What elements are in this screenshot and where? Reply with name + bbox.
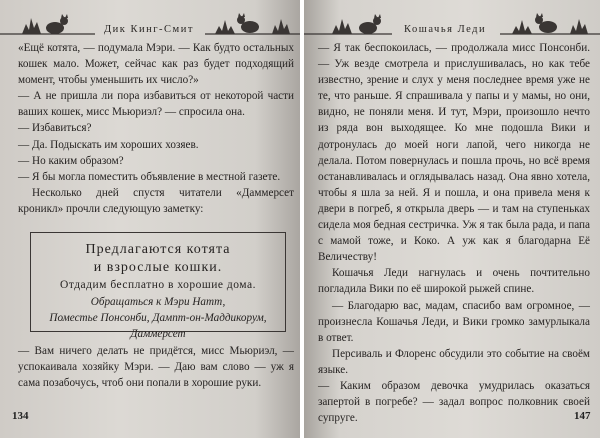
paragraph: — Я так беспокоилась, — продолжала мисс Понсонби. — Уж везде смотрела и прислушивалась, но как тебе известно, зрение и слух у меня последнее время уже не те, что раньше. Я спрашивала у папы и у мамы, но они, видно, не поняли меня. И тут, Мэри, произошло нечто из ряда вон выходящее. Ко мне подошла Вики и дотронулась до моей ноги лапой, чего никогда не делала. Потом повернулась и пошла прочь, но всё время останавливалась и оглядывалась назад. Она явно хотела, чтобы я шла за ней. Я и пошла, и она привела меня к двери в погреб, я открыла дверь — и там на ступеньках сидела моя бедная сестричка. Уж я так была рада, и папа с мамой тоже, и Коко. А уж как я благодарна Её Величеству!: [318, 42, 590, 264]
running-title: Дик Кинг-Смит: [104, 24, 194, 35]
paragraph: — Благодарю вас, мадам, спасибо вам огромное, — произнесла Кошачья Леди, и Вики громко замурлыкала в ответ.: [318, 299, 590, 344]
notice-contact: Обращаться к Мэри Натт,: [90, 296, 226, 308]
page-number: 134: [12, 410, 29, 422]
notice-line: Отдадим бесплатно в хорошие дома.: [60, 279, 256, 291]
left-body-top: [18, 40, 294, 217]
right-header: [304, 6, 600, 36]
paragraph: — Вам ничего делать не придётся, мисс Мьюриэл, — успокаивала хозяйку Мэри. — Даю вам слово — уж я сама позабочусь, чтоб они попали в хорошие руки.: [18, 345, 294, 390]
left-header: [0, 6, 300, 36]
paragraph: Персиваль и Флоренс обсудили это событие на своём языке.: [318, 347, 590, 376]
notice-line: Предлагаются котята: [85, 242, 231, 257]
paragraph: «Ещё котята, — подумала Мэри. — Как будто остальных кошек мало. Может, сейчас как раз будет подходящий момент, чтобы уменьшить их число?»: [18, 42, 294, 87]
newspaper-notice-box: [30, 232, 286, 340]
notice-contact: Даммерсет: [130, 328, 186, 340]
paragraph: — Избавиться?: [18, 122, 92, 135]
right-page: [304, 0, 600, 438]
left-body-bottom: [18, 343, 294, 391]
notice-contact: Поместье Понсонби, Дампт-он-Маддикорум,: [49, 312, 267, 324]
page-number: 147: [574, 410, 591, 422]
right-body: [318, 40, 590, 426]
paragraph: — Каким образом девочка умудрилась оказаться запертой в погребе? — задал вопрос полковник своей супруге.: [318, 379, 590, 425]
running-title: Кошачья Леди: [404, 24, 487, 35]
paragraph: Кошачья Леди нагнулась и очень почтительно погладила Вики по её широкой рыжей спине.: [318, 267, 590, 296]
paragraph: — А не пришла ли пора избавиться от некоторой части ваших кошек, мисс Мьюриэл? — спросила она.: [18, 90, 294, 119]
paragraph: — Да. Подыскать им хороших хозяев.: [18, 138, 199, 151]
paragraph: — Я бы могла поместить объявление в местной газете.: [18, 170, 281, 183]
notice-line: и взрослые кошки.: [93, 260, 223, 275]
paragraph: — Но каким образом?: [18, 154, 124, 167]
paragraph: Несколько дней спустя читатели «Даммерсет кроникл» прочли следующую заметку:: [18, 186, 294, 215]
